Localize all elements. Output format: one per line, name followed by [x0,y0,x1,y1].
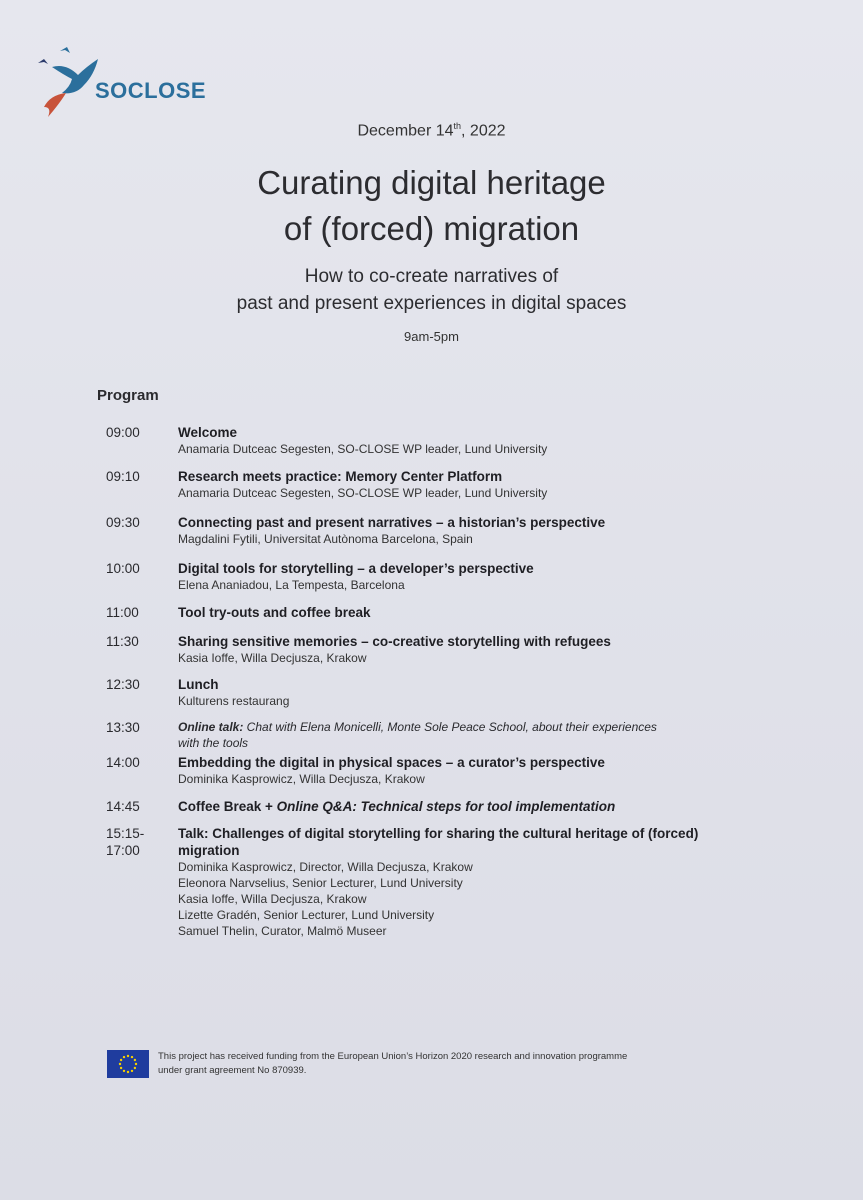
program-detail: Dominika Kasprowicz, Willa Decjusza, Krakow [178,772,425,786]
program-time: 10:00 [106,561,140,576]
program-time: 15:15- 17:00 [106,826,145,858]
program-title: Connecting past and present narratives – a historian’s perspective [178,515,606,530]
program-detail: Lizette Gradén, Senior Lecturer, Lund University [178,908,435,922]
program-time: 11:30 [106,634,139,649]
so-close-logo-text: SOCLOSE [95,78,207,103]
program-time: 12:30 [106,677,140,692]
program-title: Sharing sensitive memories – co-creative storytelling with refugees [178,634,611,649]
program-title: Embedding the digital in physical spaces – a curator’s perspective [178,755,605,770]
program-title: Tool try-outs and coffee break [178,605,371,620]
program-detail: Kulturens restaurang [178,694,290,708]
program-detail: Kasia Ioffe, Willa Decjusza, Krakow [178,651,367,665]
program-time: 14:00 [106,755,140,770]
program-title: Research meets practice: Memory Center Platform [178,469,503,484]
online-qa-text: Online Q&A: Technical steps for tool implementation [276,799,616,814]
program-time: 14:45 [106,799,140,814]
program-time: 09:00 [106,425,140,440]
program-title: Digital tools for storytelling – a developer’s perspective [178,561,534,576]
event-hours: 9am-5pm [404,329,459,344]
event-date: December 14th, 2022 [357,121,506,140]
coffee-break-text: Coffee Break + [178,799,277,814]
program-time: 11:00 [106,605,139,620]
program-detail: Elena Ananiadou, La Tempesta, Barcelona [178,578,405,592]
program-detail: Samuel Thelin, Curator, Malmö Museer [178,924,387,938]
program-heading: Program [97,387,159,404]
program-online-talk [178,719,678,751]
funding-statement: This project has received funding from the European Union’s Horizon 2020 research and innovation programme under grant agreement No 870939. [158,1051,628,1076]
online-talk-text: Chat with Elena Monicelli, Monte Sole Peace School, about their experiences with the tools [178,720,657,750]
program-time: 09:30 [106,515,140,530]
program-detail: Magdalini Fytili, Universitat Autònoma Barcelona, Spain [178,532,473,546]
funding-footer [107,1050,747,1090]
event-subtitle: How to co-create narratives of past and present experiences in digital spaces [236,266,627,314]
program-detail: Anamaria Dutceac Segesten, SO-CLOSE WP leader, Lund University [178,442,548,456]
program-time: 09:10 [106,469,140,484]
eu-flag-icon [107,1050,149,1078]
program-time: 13:30 [106,720,140,735]
program-detail: Kasia Ioffe, Willa Decjusza, Krakow [178,892,367,906]
program-detail: Eleonora Narvselius, Senior Lecturer, Lund University [178,876,463,890]
program-title: Talk: Challenges of digital storytelling for sharing the cultural heritage of (forced) migration [178,826,699,858]
program-title [178,798,738,815]
program-title: Welcome [178,425,238,440]
online-talk-label: Online talk: [178,720,244,734]
program-title: Lunch [178,677,219,692]
program-detail: Anamaria Dutceac Segesten, SO-CLOSE WP leader, Lund University [178,486,548,500]
program-detail: Dominika Kasprowicz, Director, Willa Decjusza, Krakow [178,860,473,874]
event-title: Curating digital heritage of (forced) migration [257,164,606,247]
